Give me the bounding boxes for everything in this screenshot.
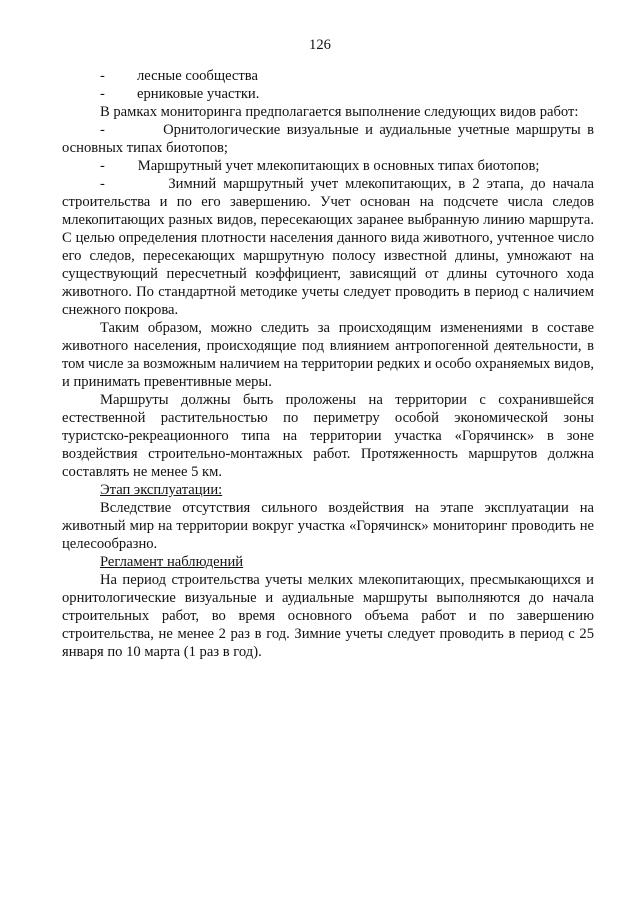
list-item (62, 67, 594, 85)
paragraph: Вследствие отсутствия сильного воздействия на этапе эксплуатации на животный мир на территории вокруг участка «Горячинск» мониторинг проводить не целесообразно. (62, 500, 594, 552)
list-item (62, 175, 594, 319)
list-dash: - (100, 86, 105, 102)
section-heading: Регламент наблюдений (100, 554, 244, 570)
list-item (62, 157, 594, 175)
list-dash: - (100, 122, 105, 138)
list-item-text: Зимний маршрутный учет млекопитающих, в 2 этапа, до начала строительства и по его завершению. Учет основан на подсчете числа следов млекопитающих разных видов, пересекающих заранее выбранную линию маршрута. С целью определения плотности населения данного вида животного, учтенное число его следов, пересекающих маршрутную полосу известной длины, умножают на существующий пересчетный коэффициент, зависящий от длины суточного хода животного. По стандартной методике учеты следует проводить в период с наличием снежного покрова. (62, 176, 594, 318)
list-item (62, 121, 594, 157)
page-number: 126 (309, 37, 331, 53)
list-dash: - (100, 176, 105, 192)
paragraph: Маршруты должны быть проложены на территории с сохранившейся естественной растительностью по периметру особой экономической зоны туристско-рекреационного типа на территории участка «Горячинск» в зоне воздействия строительно-монтажных работ. Протяженность маршрутов должна составлять не менее 5 км. (62, 392, 594, 480)
paragraph: В рамках мониторинга предполагается выполнение следующих видов работ: (100, 104, 579, 120)
list-item-text: лесные сообщества (137, 68, 258, 84)
section-heading: Этап эксплуатации: (100, 482, 223, 498)
list-item-text: Маршрутный учет млекопитающих в основных типах биотопов; (137, 158, 540, 174)
document-body (62, 67, 594, 661)
list-item-text: ерниковые участки. (137, 86, 260, 102)
list-dash: - (100, 68, 105, 84)
list-item (62, 85, 594, 103)
paragraph: Таким образом, можно следить за происходящим изменениями в составе животного населения, происходящие под влиянием антропогенной деятельности, в том числе за возможным наличием на территории редких и особо охраняемых видов, и принимать превентивные меры. (62, 320, 594, 390)
list-item-text: Орнитологические визуальные и аудиальные учетные маршруты в основных типах биотопов; (62, 122, 594, 156)
list-dash: - (100, 158, 105, 174)
paragraph: На период строительства учеты мелких млекопитающих, пресмыкающихся и орнитологические визуальные и аудиальные маршруты выполняются до начала строительных работ, во время основного объема работ и по завершению строительства, не менее 2 раз в год. Зимние учеты следует проводить в период с 25 января по 10 марта (1 раз в год). (62, 572, 594, 660)
